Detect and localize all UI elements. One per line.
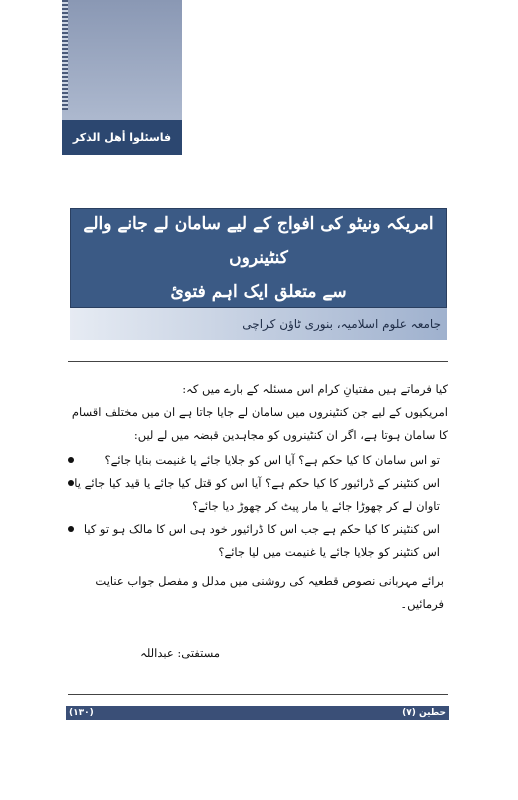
section-label <box>62 120 182 155</box>
journal-issue: حطین (٧) <box>402 708 446 718</box>
question-list <box>70 449 448 564</box>
bullet-icon <box>68 457 74 463</box>
top-divider <box>68 361 448 362</box>
intro-line: کیا فرماتے ہیں مفتیانِ کرام اس مسئلہ کے بارے میں کہ: <box>182 382 448 396</box>
request-line: برائے مہربانی نصوص قطعیہ کی روشنی میں مدلل و مفصل جواب عنایت فرمائیں۔ <box>95 574 444 611</box>
institution-name: جامعہ علوم اسلامیہ، بنوری ٹاؤن کراچی <box>242 317 441 331</box>
question-text: اس کنٹینر کے ڈرائیور کا کیا حکم ہے؟ آیا اس کو قتل کیا جائے یا قید کیا جائے یا تاوان لے کر چھوڑا جائے یا مار پیٹ کر چھوڑ دیا جائے؟ <box>74 476 440 513</box>
question-item <box>70 472 448 518</box>
bottom-divider <box>68 694 448 695</box>
article-title-line-1: امریکہ ونیٹو کی افواج کے لیے سامان لے جانے والے کنٹینروں <box>83 214 434 268</box>
context-paragraph: امریکیوں کے لیے جن کنٹینروں میں سامان لے جایا جاتا ہے ان میں مختلف اقسام کا سامان ہوتا ہے، اگر ان کنٹینروں کو مجاہدین قبضہ میں لے لیں: <box>71 405 448 442</box>
page-number: (١٣٠) <box>69 708 94 718</box>
bullet-icon <box>68 526 74 532</box>
institution-bar <box>70 308 447 340</box>
section-label-text: فاسئلوا أهل الذكر <box>72 131 172 144</box>
question-item <box>70 449 448 472</box>
question-item <box>70 518 448 564</box>
bullet-icon <box>68 480 74 486</box>
signature: مستفتی: عبداللہ <box>140 646 220 660</box>
question-text: اس کنٹینر کا کیا حکم ہے جب اس کا ڈرائیور خود ہی اس کا مالک ہو تو کیا اس کنٹینر کو جلایا جائے یا غنیمت میں لیا جائے؟ <box>83 522 440 559</box>
decorative-stripes <box>62 0 68 110</box>
article-body <box>70 378 448 616</box>
question-text: تو اس سامان کا کیا حکم ہے؟ آیا اس کو جلایا جائے یا غنیمت بنایا جائے؟ <box>104 453 440 467</box>
article-title-banner <box>70 208 447 308</box>
page-footer <box>66 706 449 720</box>
article-title-line-2: سے متعلق ایک اہم فتوئ <box>170 282 347 302</box>
